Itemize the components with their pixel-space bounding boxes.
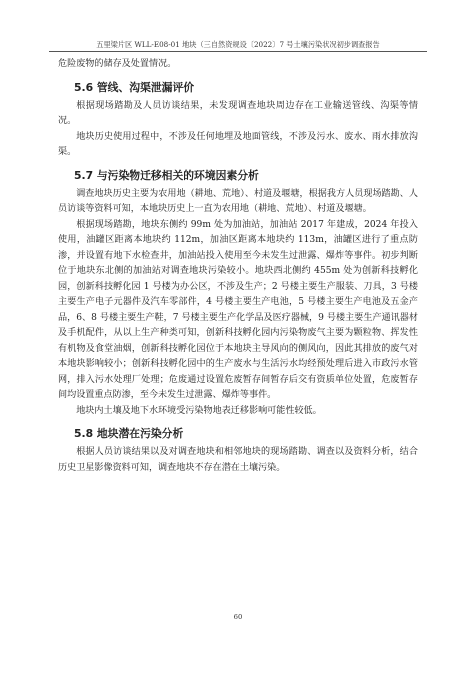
paragraph-5-6-1: 根据现场踏勘及人员访谈结果，未发现调查地块周边存在工业输送管线、沟渠等情况。: [58, 100, 418, 126]
section-title-5-6: 5.6 管线、沟渠泄漏评价: [74, 80, 195, 94]
page-content: [58, 57, 418, 476]
section-title-5-8: 5.8 地块潜在污染分析: [74, 427, 184, 440]
intro-paragraph-tail: 危险废物的储存及处置情况。: [58, 59, 177, 69]
paragraph-5-8-1: 根据人员访谈结果以及对调查地块和相邻地块的现场踏勘、调查以及资料分析，结合历史卫星影像资料可知，调查地块不存在潜在土壤污染。: [58, 447, 418, 473]
page-number: 60: [233, 613, 243, 621]
paragraph-5-7-1: 调查地块历史主要为农用地（耕地、荒地）、村道及堰塘，根据我方人员现场踏勘、人员访谈等资料可知，本地块历史上一直为农用地（耕地、荒地）、村道及堰塘。: [58, 188, 418, 214]
header-rule: [49, 51, 427, 52]
paragraph-5-7-2: 根据现场踏勘，地块东侧约 99m 处为加油站，加油站 2017 年建成，2024 年投入使用，油罐区距离本地块约 112m，加油区距离本地块约 113m，油罐区进行了重点防渗，并设置有地下水检查井，加油站投入使用至今未发生过泄露、爆炸等事件。初步判断位于地块东北侧的加油站对调查地块污染较小。地块西北侧约 455m 处为创新科技孵化园，创新科技孵化园 1 号楼为办公区，不涉及生产；2 号楼主要生产服装、刀具，3 号楼主要生产电子元器件及汽车零部件，4 号楼主要生产电池，5 号楼主要生产电池及五金产品，6、8 号楼主要生产鞋，7 号楼主要生产化学品及医疗器械，9 号楼主要生产通讯器材及手机配件，从以上生产种类可知，创新科技孵化园内污染物废气主要为颗粒物、挥发性有机物及食堂油烟，创新科技孵化园位于本地块主导风向的侧风向，因此其排放的废气对本地块影响较小；创新科技孵化园中的生产废水与生活污水均经预处理后进入市政污水管网，排入污水处理厂处理；危废通过设置危废暂存间暂存后交有资质单位处置，危废暂存间均设置重点防渗，至今未发生过泄露、爆炸等事件。: [58, 219, 418, 400]
running-header: 五里梁片区 WLL-E08-01 地块（三自然资规设〔2022〕7 号土壤污染状况初步调查报告: [96, 40, 380, 49]
paragraph-5-6-2: 地块历史使用过程中，不涉及任何地埋及地面管线，不涉及污水、废水、雨水排放沟渠。: [58, 131, 418, 157]
section-title-5-7: 5.7 与污染物迁移相关的环境因素分析: [74, 168, 259, 182]
paragraph-5-7-3: 地块内土壤及地下水环境受污染物地表迁移影响可能性较低。: [76, 405, 322, 416]
